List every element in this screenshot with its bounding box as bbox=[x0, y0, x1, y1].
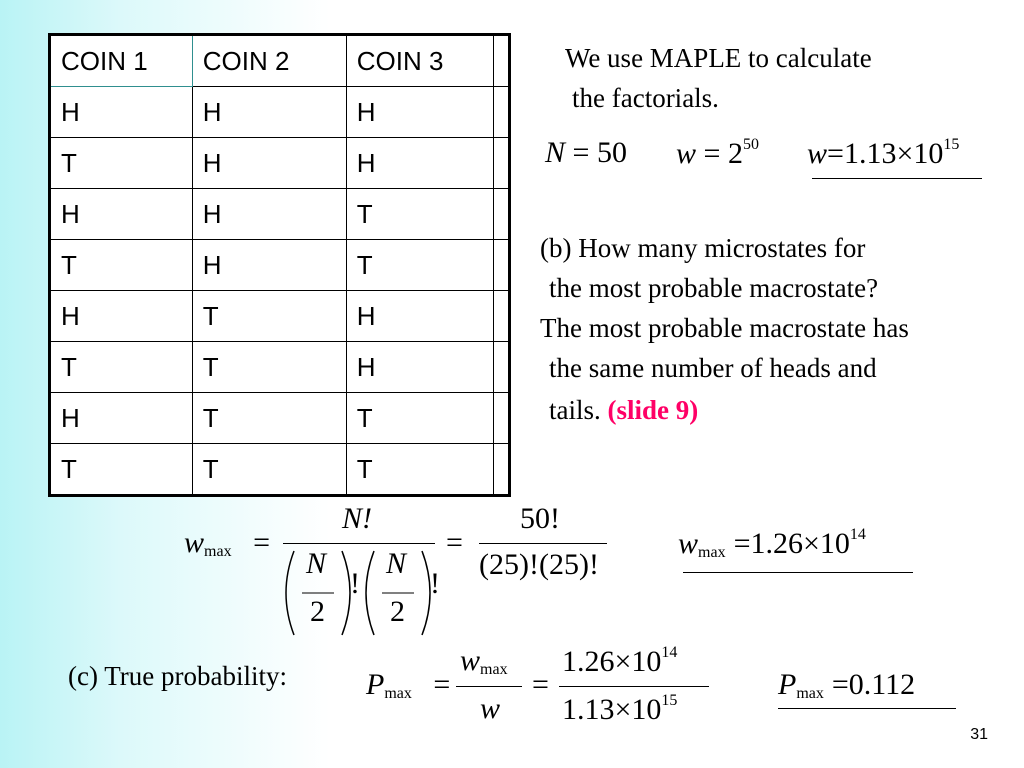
part-b-line-4: the same number of heads and bbox=[549, 353, 877, 383]
sub-max: max bbox=[204, 543, 232, 560]
part-b-line-1: (b) How many microstates for bbox=[540, 233, 866, 263]
cell: T bbox=[346, 189, 493, 240]
cell: H bbox=[192, 87, 346, 138]
coin-table bbox=[48, 33, 511, 497]
page-number: 31 bbox=[970, 726, 988, 743]
cell: H bbox=[346, 342, 493, 393]
cell: T bbox=[346, 240, 493, 291]
var-w: w bbox=[807, 137, 828, 170]
equals: = bbox=[733, 527, 751, 560]
equals: = bbox=[572, 136, 590, 169]
table-row bbox=[50, 138, 510, 189]
frac1-bar bbox=[283, 543, 435, 544]
eq-n bbox=[545, 136, 627, 170]
cell: H bbox=[50, 87, 193, 138]
cell: T bbox=[50, 444, 193, 496]
den-n-1: N bbox=[306, 547, 327, 580]
equals: = bbox=[827, 137, 844, 170]
cell: H bbox=[346, 138, 493, 189]
equals: = bbox=[831, 668, 849, 701]
base-2: 2 bbox=[727, 137, 743, 170]
cell: H bbox=[50, 291, 193, 342]
frac2-den: (25)!(25)! bbox=[479, 548, 599, 581]
cell-empty bbox=[493, 342, 509, 393]
cell-empty bbox=[493, 393, 509, 444]
header-coin-3: COIN 3 bbox=[346, 35, 493, 87]
den-n-2: N bbox=[386, 547, 407, 580]
exp-15: 15 bbox=[943, 136, 960, 153]
tails-text: tails. bbox=[549, 395, 601, 425]
cell: T bbox=[192, 342, 346, 393]
equals-2: = bbox=[446, 526, 463, 559]
cell: H bbox=[50, 393, 193, 444]
bang-2: ! bbox=[430, 567, 440, 600]
part-b-line-5 bbox=[549, 390, 698, 430]
mantissa: 1.13 bbox=[843, 137, 897, 170]
wmax-lhs bbox=[184, 526, 270, 561]
slide-reference: (slide 9) bbox=[607, 395, 699, 425]
wmax-result bbox=[678, 526, 866, 562]
cell: H bbox=[346, 87, 493, 138]
den-2-1: 2 bbox=[310, 595, 325, 628]
cell: T bbox=[346, 393, 493, 444]
mantissa: 1.13 bbox=[562, 693, 615, 726]
var-w: w bbox=[460, 644, 481, 677]
part-c-label: (c) True probability: bbox=[68, 661, 287, 691]
exp-14: 14 bbox=[661, 644, 678, 661]
table-row bbox=[50, 189, 510, 240]
den-2-2: 2 bbox=[390, 595, 405, 628]
eq-w-result bbox=[807, 136, 959, 171]
sub-max: max bbox=[698, 544, 726, 561]
pmax-result bbox=[778, 668, 915, 703]
table-row bbox=[50, 291, 510, 342]
bang-1: ! bbox=[350, 567, 360, 600]
times: × bbox=[614, 693, 632, 726]
pfrac1-den bbox=[480, 692, 500, 726]
cell: H bbox=[50, 189, 193, 240]
cell: T bbox=[192, 444, 346, 496]
table-row bbox=[50, 240, 510, 291]
value-50: 50 bbox=[596, 136, 627, 169]
pfrac2-den bbox=[562, 692, 677, 727]
pfrac2-num bbox=[562, 644, 677, 679]
table-row bbox=[50, 87, 510, 138]
equals-3: = bbox=[532, 668, 549, 701]
frac1-num bbox=[342, 502, 372, 536]
header-coin-1: COIN 1 bbox=[50, 35, 193, 87]
cell: T bbox=[192, 393, 346, 444]
var-w: w bbox=[676, 137, 697, 170]
exp-50: 50 bbox=[742, 136, 759, 153]
cell: H bbox=[192, 240, 346, 291]
pfrac2-bar bbox=[559, 686, 709, 687]
p-lhs bbox=[366, 668, 450, 703]
cell-empty bbox=[493, 189, 509, 240]
value: 0.112 bbox=[848, 668, 916, 701]
underline-wmax bbox=[683, 572, 913, 573]
cell: T bbox=[50, 138, 193, 189]
exp-14: 14 bbox=[849, 526, 866, 543]
var-w: w bbox=[184, 526, 205, 559]
cell: H bbox=[346, 291, 493, 342]
underline-w bbox=[812, 178, 982, 179]
pfrac1-bar bbox=[456, 686, 522, 687]
times: × bbox=[802, 527, 820, 560]
sub-max: max bbox=[796, 685, 824, 702]
eq-w bbox=[676, 136, 759, 171]
times: × bbox=[896, 137, 914, 170]
cell-empty bbox=[493, 240, 509, 291]
cell: H bbox=[192, 189, 346, 240]
var-p: P bbox=[778, 668, 797, 701]
frac2-num: 50! bbox=[520, 502, 560, 535]
var-w: w bbox=[678, 527, 699, 560]
n-factorial: N! bbox=[342, 502, 372, 535]
underline-pmax bbox=[778, 708, 956, 709]
equals: = bbox=[433, 668, 451, 701]
table-row bbox=[50, 393, 510, 444]
base-10: 10 bbox=[631, 693, 662, 726]
frac2-bar bbox=[479, 543, 607, 544]
part-b-line-3: The most probable macrostate has bbox=[540, 313, 909, 343]
base-10: 10 bbox=[631, 645, 662, 678]
var-w: w bbox=[480, 692, 501, 725]
equals: = bbox=[253, 526, 270, 559]
header-coin-2: COIN 2 bbox=[192, 35, 346, 87]
cell: T bbox=[346, 444, 493, 496]
exp-15: 15 bbox=[661, 692, 678, 709]
pfrac1-num bbox=[460, 644, 508, 679]
equals: = bbox=[703, 137, 721, 170]
cell: H bbox=[192, 138, 346, 189]
cell: T bbox=[50, 342, 193, 393]
maple-line-1: We use MAPLE to calculate bbox=[565, 43, 872, 73]
sub-max: max bbox=[480, 661, 508, 678]
maple-line-2: the factorials. bbox=[572, 83, 719, 113]
cell: T bbox=[192, 291, 346, 342]
part-b-line-2: the most probable macrostate? bbox=[549, 273, 879, 303]
cell: T bbox=[50, 240, 193, 291]
sub-max: max bbox=[384, 685, 412, 702]
cell-empty bbox=[493, 444, 509, 496]
table-row bbox=[50, 342, 510, 393]
cell-empty bbox=[493, 87, 509, 138]
table-header-row bbox=[50, 35, 510, 87]
base-10: 10 bbox=[819, 527, 850, 560]
table-row bbox=[50, 444, 510, 496]
base-10: 10 bbox=[913, 137, 944, 170]
var-p: P bbox=[366, 668, 385, 701]
mantissa: 1.26 bbox=[562, 645, 615, 678]
cell-empty bbox=[493, 291, 509, 342]
var-n: N bbox=[545, 136, 566, 169]
mantissa: 1.26 bbox=[750, 527, 803, 560]
header-empty bbox=[493, 35, 509, 87]
times: × bbox=[614, 645, 632, 678]
frac1-den-parens bbox=[278, 547, 448, 639]
cell-empty bbox=[493, 138, 509, 189]
